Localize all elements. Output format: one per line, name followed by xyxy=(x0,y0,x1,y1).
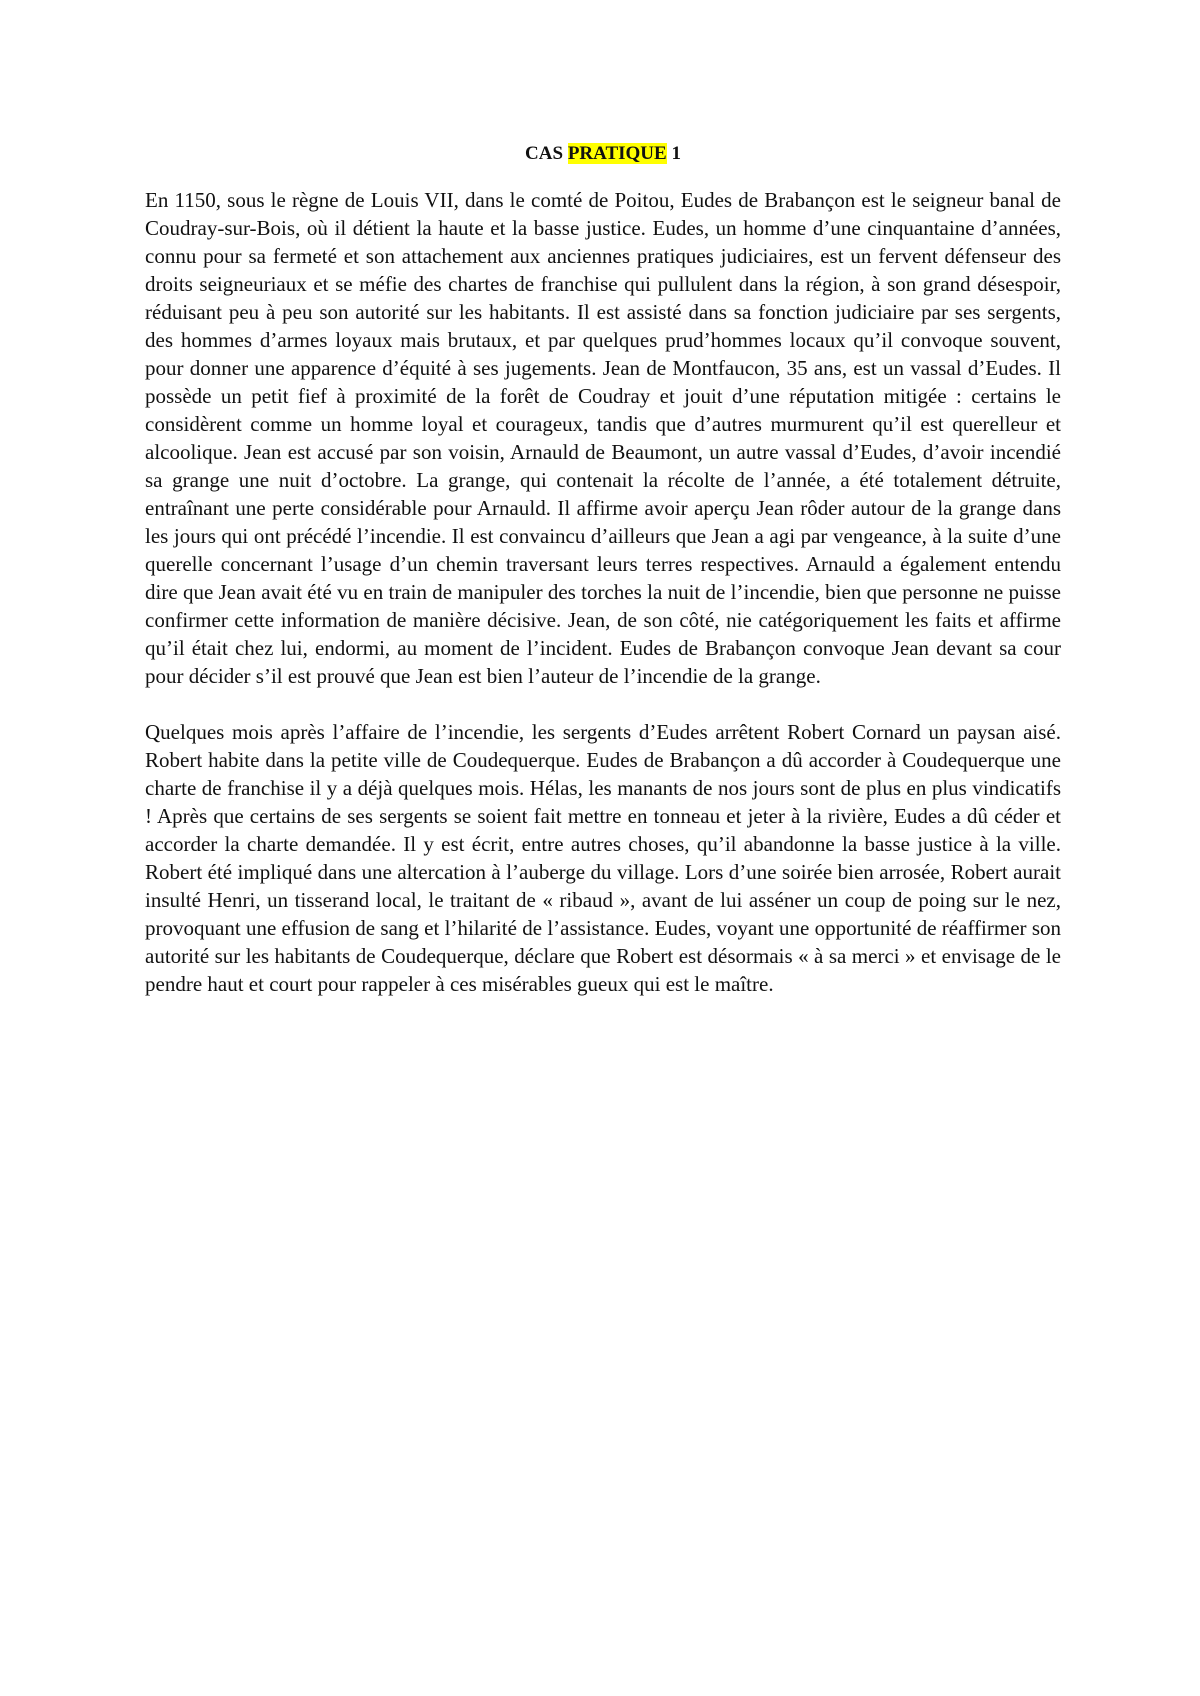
document-body xyxy=(145,140,1061,1026)
paragraph-1: En 1150, sous le règne de Louis VII, dans le comté de Poitou, Eudes de Brabançon est le seigneur banal de Coudray-sur-Bois, où il détient la haute et la basse justice. Eudes, un homme d’une cinquantaine d’années, connu pour sa fermeté et son attachement aux anciennes pratiques judiciaires, est un fervent défenseur des droits seigneuriaux et se méfie des chartes de franchise qui pullulent dans la région, à son grand désespoir, réduisant peu à peu son autorité sur les habitants. Il est assisté dans sa fonction judiciaire par ses sergents, des hommes d’armes loyaux mais brutaux, et par quelques prud’hommes locaux qu’il convoque souvent, pour donner une apparence d’équité à ses jugements. Jean de Montfaucon, 35 ans, est un vassal d’Eudes. Il possède un petit fief à proximité de la forêt de Coudray et jouit d’une réputation mitigée : certains le considèrent comme un homme loyal et courageux, tandis que d’autres murmurent qu’il est querelleur et alcoolique. Jean est accusé par son voisin, Arnauld de Beaumont, un autre vassal d’Eudes, d’avoir incendié sa grange une nuit d’octobre. La grange, qui contenait la récolte de l’année, a été totalement détruite, entraînant une perte considérable pour Arnauld. Il affirme avoir aperçu Jean rôder autour de la grange dans les jours qui ont précédé l’incendie. Il est convaincu d’ailleurs que Jean a agi par vengeance, à la suite d’une querelle concernant l’usage d’un chemin traversant leurs terres respectives. Arnauld a également entendu dire que Jean avait été vu en train de manipuler des torches la nuit de l’incendie, bien que personne ne puisse confirmer cette information de manière décisive. Jean, de son côté, nie catégoriquement les faits et affirme qu’il était chez lui, endormi, au moment de l’incident. Eudes de Brabançon convoque Jean devant sa cour pour décider s’il est prouvé que Jean est bien l’auteur de l’incendie de la grange. xyxy=(145,188,1061,688)
document-title xyxy=(145,140,1061,168)
title-suffix: 1 xyxy=(666,143,681,164)
paragraph-2: Quelques mois après l’affaire de l’incendie, les sergents d’Eudes arrêtent Robert Cornard un paysan aisé. Robert habite dans la petite ville de Coudequerque. Eudes de Brabançon a dû accorder à Coudequerque une charte de franchise il y a déjà quelques mois. Hélas, les manants de nos jours sont de plus en plus vindicatifs ! Après que certains de ses sergents se soient fait mettre en tonneau et jeter à la rivière, Eudes a dû céder et accorder la charte demandée. Il y est écrit, entre autres choses, qu’il abandonne la basse justice à la ville. Robert été impliqué dans une altercation à l’auberge du village. Lors d’une soirée bien arrosée, Robert aurait insulté Henri, un tisserand local, le traitant de « ribaud », avant de lui asséner un coup de poing sur le nez, provoquant une effusion de sang et l’hilarité de l’assistance. Eudes, voyant une opportunité de réaffirmer son autorité sur les habitants de Coudequerque, déclare que Robert est désormais « à sa merci » et envisage de le pendre haut et court pour rappeler à ces misérables gueux qui est le maître. xyxy=(145,720,1061,996)
title-prefix: CAS xyxy=(525,143,568,164)
title-highlighted-word: PRATIQUE xyxy=(567,143,667,164)
